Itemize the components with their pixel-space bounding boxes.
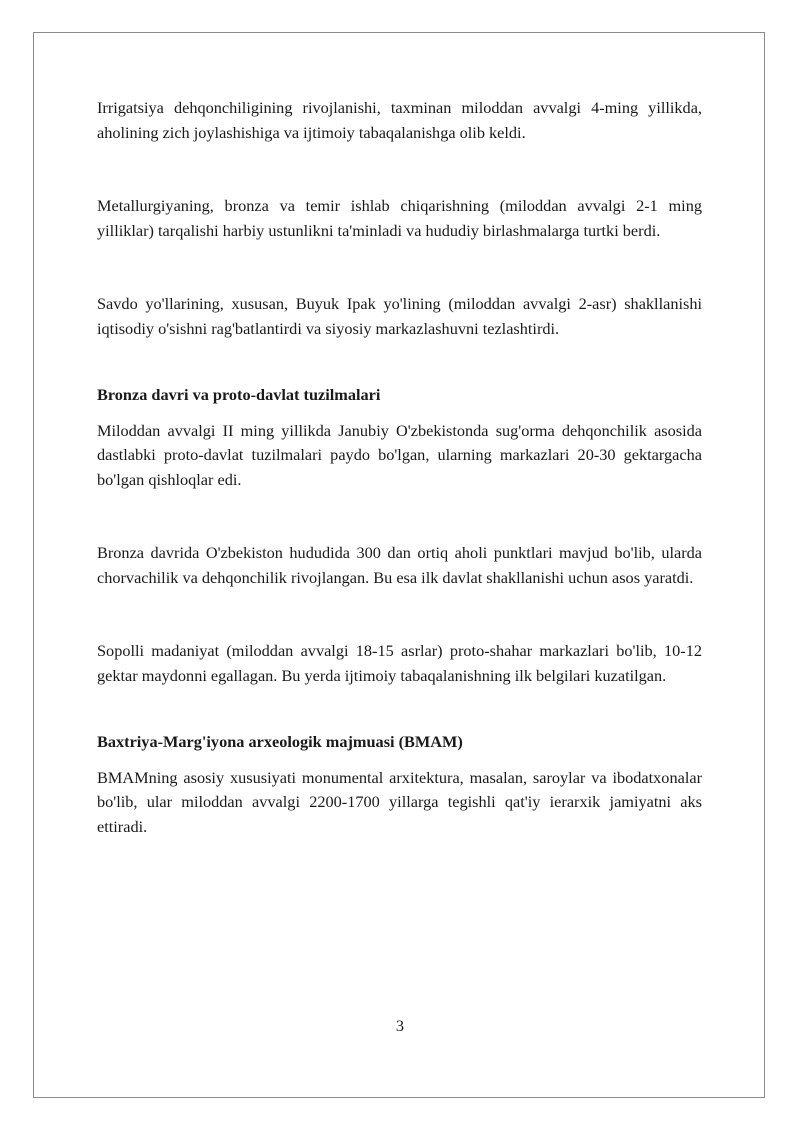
document-body — [97, 96, 702, 839]
paragraph-proto-state: Miloddan avvalgi II ming yillikda Janubiy O'zbekistonda sug'orma dehqonchilik asosida dastlabki proto-davlat tuzilmalari paydo bo'lgan, ularning markazlari 20-30 gektargacha bo'lgan qishloqlar edi. — [97, 420, 702, 489]
paragraph-bmam: BMAMning asosiy xususiyati monumental arxitektura, masalan, saroylar va ibodatxonalar bo'lib, ular miloddan avvalgi 2200-1700 yillarga tegishli qat'iy ierarxik jamiyatni aks ettiradi. — [97, 767, 702, 836]
page-number: 3 — [395, 1016, 405, 1035]
paragraph-metallurgy: Metallurgiyaning, bronza va temir ishlab chiqarishning (miloddan avvalgi 2-1 ming yilliklar) tarqalishi harbiy ustunlikni ta'minladi va hududiy birlashmalarga turtki berdi. — [97, 196, 702, 240]
paragraph-sopolli: Sopolli madaniyat (miloddan avvalgi 18-15 asrlar) proto-shahar markazlari bo'lib, 10-12 gektar maydonni egallagan. Bu yerda ijtimoiy tabaqalanishning ilk belgilari kuzatilgan. — [97, 641, 702, 685]
paragraph-trade-routes: Savdo yo'llarining, xususan, Buyuk Ipak yo'lining (miloddan avvalgi 2-asr) shakllanishi iqtisodiy o'sishni rag'batlantirdi va siyosiy markazlashuvni tezlashtirdi. — [97, 294, 702, 338]
heading-bronze-age: Bronza davri va proto-davlat tuzilmalari — [97, 385, 381, 404]
heading-bmam: Baxtriya-Marg'iyona arxeologik majmuasi (BMAM) — [97, 732, 463, 751]
paragraph-settlements: Bronza davrida O'zbekiston hududida 300 dan ortiq aholi punktlari mavjud bo'lib, ularda chorvachilik va dehqonchilik rivojlangan. Bu esa ilk davlat shakllanishi uchun asos yaratdi. — [97, 543, 702, 587]
paragraph-irrigation: Irrigatsiya dehqonchiligining rivojlanishi, taxminan miloddan avvalgi 4-ming yillikda, aholining zich joylashishiga va ijtimoiy tabaqalanishga olib keldi. — [97, 98, 702, 142]
